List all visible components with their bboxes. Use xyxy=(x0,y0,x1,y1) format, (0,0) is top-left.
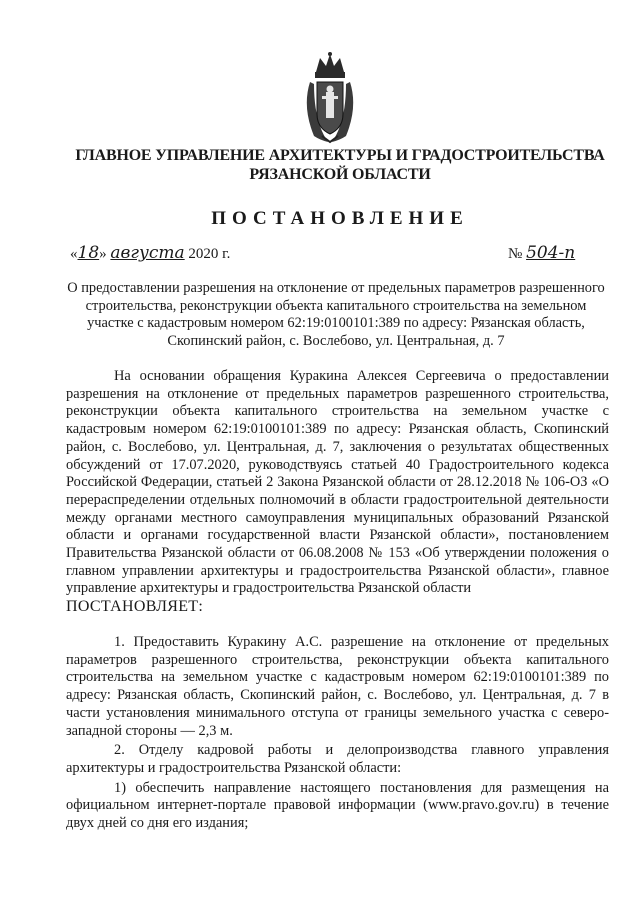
issuing-organization xyxy=(60,146,620,184)
resolution-item: 1) обеспечить направление настоящего постановления для размещения на официальном интернет-портале правовой информации (www.pravo.gov.ru) в течение двух дней со дня его издания; xyxy=(66,779,609,832)
document-type-title: ПОСТАНОВЛЕНИЕ xyxy=(211,208,469,229)
preamble-paragraph xyxy=(66,368,609,617)
resolution-item: 2. Отделу кадровой работы и делопроизводства главного управления архитектуры и градостроительства Рязанской области: xyxy=(66,742,609,776)
preamble-text: На основании обращения Куракина Алексея Сергеевича о предоставлении разрешения на отклонение от предельных параметров разрешенного строительства, реконструкции объекта капитального строительства на земельном участке с кадастровым номером 62:19:0100101:389 по адресу: Рязанская область, Скопинский район, с. Вослебово, ул. Центральная, д. 7, заключения о результатах общественных обсуждений от 17.07.2020, руководствуясь статьей 40 Градостроительного кодекса Российской Федерации, статьей 2 Закона Рязанской области от 28.12.2018 № 106-ОЗ «О перераспределении отдельных полномочий в области градостроительной деятельности между органами местного самоуправления муниципальных образований Рязанской области и органами государственной власти Рязанской области», постановлением Правительства Рязанской области от 06.08.2008 № 153 «Об утверждении положения о главном управлении архитектуры и градостроительства Рязанской области», главное управление архитектуры и градостроительства Рязанской области xyxy=(66,368,609,597)
organization-name-line-1: ГЛАВНОЕ УПРАВЛЕНИЕ АРХИТЕКТУРЫ И ГРАДОСТРОИТЕЛЬСТВА xyxy=(75,147,605,164)
preamble-block xyxy=(66,368,609,617)
organization-name-line-2: РЯЗАНСКОЙ ОБЛАСТИ xyxy=(249,166,431,183)
document-date xyxy=(70,243,230,263)
date-year: 2020 г. xyxy=(188,246,231,262)
resolution-items xyxy=(66,634,609,833)
number-value: 504-п xyxy=(526,243,576,263)
coat-of-arms-icon xyxy=(300,52,360,144)
document-number xyxy=(508,243,575,263)
date-month: августа xyxy=(110,243,185,263)
number-prefix: № xyxy=(508,246,523,262)
coat-of-arms-emblem xyxy=(300,52,360,144)
resolves-heading: ПОСТАНОВЛЯЕТ: xyxy=(66,598,204,616)
resolution-item: 1. Предоставить Куракину А.С. разрешение на отклонение от предельных параметров разрешенного строительства, реконструкции объекта капитального строительства на земельном участке с кадастровым номером 62:19:0100101:389 по адресу: Рязанская область, Скопинский район, с. Вослебово, ул. Центральная, д. 7 в части установления минимального отступа от границы земельного участка с северо-западной стороны — 2,3 м. xyxy=(66,634,609,739)
date-open-quote: « xyxy=(70,246,78,262)
document-subject: О предоставлении разрешения на отклонение от предельных параметров разрешенного строительства, реконструкции объекта капитального строительства на земельном участке с кадастровым номером 62:19:0100101:389 по адресу: Рязанская область, Скопинский район, с. Вослебово, ул. Центральная, д. 7 xyxy=(67,280,605,349)
date-close-quote: » xyxy=(99,246,107,262)
date-day: 18 xyxy=(77,243,100,263)
